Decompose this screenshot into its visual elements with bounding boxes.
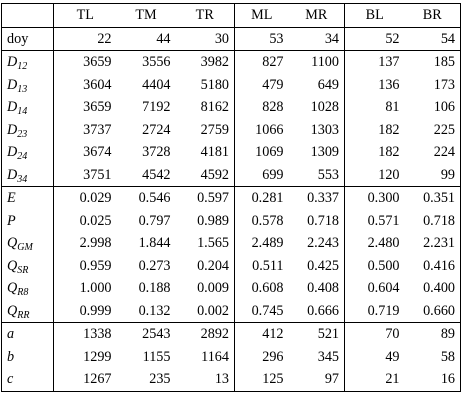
table-cell: 53 (235, 27, 289, 51)
table-cell: 1155 (142, 348, 171, 365)
table-cell: 0.281 (235, 187, 289, 210)
row-label-symbol: Q (7, 280, 18, 296)
row-label-symbol: Q (7, 302, 18, 319)
table-cell: 2.243 (289, 232, 345, 255)
column-header: TL (76, 7, 94, 23)
table-cell: 125 (262, 371, 284, 387)
table-cell: 70 (345, 323, 405, 346)
row-label-subscript: 34 (17, 173, 28, 185)
table-cell: 3728 (142, 144, 171, 160)
table-cell: 0.719 (367, 302, 400, 319)
table-cell: 49 (385, 348, 400, 365)
table-cell: 2892 (176, 323, 235, 346)
table-row (2, 277, 461, 300)
table-cell: 106 (433, 99, 455, 115)
table-cell: 0.337 (289, 187, 345, 210)
table-cell: 0.400 (423, 280, 455, 296)
table-cell: 1069 (255, 144, 284, 160)
table-cell: 2.480 (367, 235, 400, 251)
row-label (2, 232, 54, 255)
table-cell: 99 (440, 166, 455, 183)
table-cell: 1028 (289, 96, 345, 119)
row-label-subscript: R8 (17, 287, 29, 298)
table-row (2, 368, 461, 391)
table-cell: 1066 (255, 121, 284, 138)
table-row (2, 27, 461, 51)
header-row (2, 4, 461, 28)
table-cell: 225 (433, 121, 455, 138)
table-cell: 0.797 (138, 212, 171, 229)
table-cell: 2543 (117, 323, 176, 346)
row-label (2, 164, 54, 187)
column-header: MR (289, 4, 345, 28)
column-header: BL (365, 7, 384, 23)
table-cell: 1338 (54, 323, 117, 346)
column-header: ML (251, 7, 273, 23)
table-row (2, 141, 461, 164)
row-label (2, 74, 54, 97)
row-label-symbol: D (7, 121, 18, 138)
table-row (2, 164, 461, 187)
row-label (2, 96, 54, 119)
table-row (2, 51, 461, 74)
table-cell: 1.000 (79, 280, 112, 296)
table-cell: 0.666 (289, 300, 345, 323)
table-cell: 34 (289, 27, 345, 51)
table-cell: 173 (433, 76, 455, 93)
table-cell: 0.204 (176, 255, 235, 278)
table-header (2, 4, 461, 28)
table-cell: 5180 (176, 74, 235, 97)
table-cell: 3659 (54, 51, 117, 74)
table-cell: 54 (405, 27, 461, 51)
table-cell: 0.029 (54, 187, 117, 210)
row-label-symbol: P (7, 212, 16, 229)
table-cell: 0.718 (289, 210, 345, 233)
row-label-symbol: D (7, 99, 18, 115)
table-cell: 16 (440, 371, 455, 387)
row-label-symbol: D (7, 144, 18, 160)
row-label (2, 368, 54, 391)
table-cell: 1.565 (176, 232, 235, 255)
table-cell: 827 (235, 51, 289, 74)
table-cell: 1164 (176, 346, 235, 369)
column-header: BR (422, 7, 442, 23)
table-cell: 0.188 (138, 280, 171, 296)
table-cell: 21 (385, 371, 400, 387)
table-cell: 345 (289, 346, 345, 369)
table-cell: 479 (262, 76, 284, 93)
row-label-subscript: 23 (17, 128, 28, 140)
table-cell: 0.546 (117, 187, 176, 210)
table-cell: 58 (440, 348, 455, 365)
table-cell: 0.132 (138, 302, 171, 319)
column-header: TR (176, 4, 235, 28)
table-cell: 182 (378, 121, 400, 138)
table-cell: 136 (378, 76, 400, 93)
table-cell: 0.009 (176, 277, 235, 300)
row-label-symbol: a (7, 326, 15, 342)
row-label-subscript: 24 (17, 151, 28, 162)
table-cell: 2759 (176, 119, 235, 142)
table-cell: 235 (149, 371, 171, 387)
table-cell: 1303 (289, 119, 345, 142)
table-cell: 0.578 (251, 212, 284, 229)
table-cell: 0.511 (252, 257, 284, 274)
table-row (2, 74, 461, 97)
table-cell: 3751 (83, 166, 112, 183)
table-cell: 120 (378, 166, 400, 183)
table-cell: 89 (405, 323, 461, 346)
table-row (2, 323, 461, 346)
table-row (2, 96, 461, 119)
table-cell: 3674 (83, 144, 112, 160)
row-label-symbol: D (7, 76, 18, 93)
row-label (2, 300, 54, 323)
row-label-subscript: 12 (17, 61, 28, 72)
row-label (2, 187, 54, 210)
table-cell: 3982 (176, 51, 235, 74)
row-label-symbol: E (7, 190, 16, 206)
table-cell: 0.273 (138, 257, 171, 274)
row-label-subscript: RR (17, 309, 30, 321)
table-cell: 0.300 (345, 187, 405, 210)
row-label-symbol: Q (7, 235, 18, 251)
table-cell: 185 (405, 51, 461, 74)
row-label (2, 323, 54, 346)
table-cell: 0.500 (367, 257, 400, 274)
column-header: TM (135, 7, 157, 23)
table-cell: 4592 (176, 164, 235, 187)
table-row (2, 300, 461, 323)
row-label (2, 51, 54, 74)
table-cell: 2.231 (423, 235, 455, 251)
row-label (2, 210, 54, 233)
table-cell: 1267 (83, 371, 112, 387)
table-cell: 2724 (142, 121, 171, 138)
table-body (2, 27, 461, 391)
table-cell: 224 (433, 144, 455, 160)
table-cell: 30 (176, 27, 235, 51)
row-label-symbol: c (7, 371, 14, 387)
table-cell: 828 (262, 99, 284, 115)
table-cell: 1299 (83, 348, 112, 365)
table-cell: 44 (117, 27, 176, 51)
row-label-symbol: D (7, 166, 18, 183)
row-label (2, 277, 54, 300)
table-row (2, 119, 461, 142)
table-cell: 13 (176, 368, 235, 391)
table-cell: 0.408 (289, 277, 345, 300)
table-cell: 4404 (142, 76, 171, 93)
table-cell: 3737 (83, 121, 112, 138)
row-label-subscript: 14 (17, 106, 28, 117)
table-cell: 52 (345, 27, 405, 51)
row-label (2, 255, 54, 278)
table-cell: 7192 (142, 99, 171, 115)
table-row (2, 210, 461, 233)
row-label (2, 141, 54, 164)
table-cell: 137 (345, 51, 405, 74)
table-cell: 649 (289, 74, 345, 97)
row-label (2, 27, 54, 51)
table-cell: 0.718 (423, 212, 455, 229)
table-cell: 0.959 (79, 257, 112, 274)
table-cell: 0.745 (251, 302, 284, 319)
row-label-subscript: 13 (17, 83, 28, 95)
table-cell: 412 (235, 323, 289, 346)
table-cell: 4181 (176, 141, 235, 164)
table-cell: 0.597 (176, 187, 235, 210)
table-row (2, 187, 461, 210)
table-cell: 521 (289, 323, 345, 346)
table-cell: 0.002 (176, 300, 235, 323)
table-cell: 1309 (289, 141, 345, 164)
table-cell: 22 (54, 27, 117, 51)
table-row (2, 346, 461, 369)
results-table (1, 3, 461, 392)
table-cell: 0.025 (79, 212, 112, 229)
table-cell: 0.989 (176, 210, 235, 233)
table-cell: 2.489 (251, 235, 284, 251)
table-cell: 1100 (289, 51, 345, 74)
table-cell: 81 (385, 99, 400, 115)
table-cell: 0.425 (289, 255, 345, 278)
table-cell: 0.351 (405, 187, 461, 210)
table-cell: 0.416 (423, 257, 455, 274)
table-cell: 553 (289, 164, 345, 187)
table-row (2, 232, 461, 255)
table-cell: 4542 (142, 166, 171, 183)
table-cell: 0.660 (423, 302, 455, 319)
table-cell: 296 (262, 348, 284, 365)
row-label-symbol: Q (7, 257, 18, 274)
row-label-symbol: doy (7, 30, 29, 47)
table-cell: 8162 (176, 96, 235, 119)
row-label-symbol: D (7, 54, 18, 70)
table-cell: 3604 (83, 76, 112, 93)
table-cell: 3659 (83, 99, 112, 115)
table-cell: 0.999 (79, 302, 112, 319)
table-cell: 182 (378, 144, 400, 160)
table-cell: 0.604 (367, 280, 400, 296)
table-row (2, 255, 461, 278)
table-cell: 0.608 (251, 280, 284, 296)
header-cell-empty (2, 4, 54, 28)
row-label-subscript: GM (17, 242, 33, 253)
table-cell: 0.571 (367, 212, 400, 229)
table-cell: 2.998 (79, 235, 112, 251)
row-label-symbol: b (7, 348, 15, 365)
table-cell: 699 (262, 166, 284, 183)
table-cell: 1.844 (138, 235, 171, 251)
row-label (2, 119, 54, 142)
row-label-subscript: SR (17, 264, 29, 276)
row-label (2, 346, 54, 369)
table-cell: 97 (289, 368, 345, 391)
table-cell: 3556 (117, 51, 176, 74)
